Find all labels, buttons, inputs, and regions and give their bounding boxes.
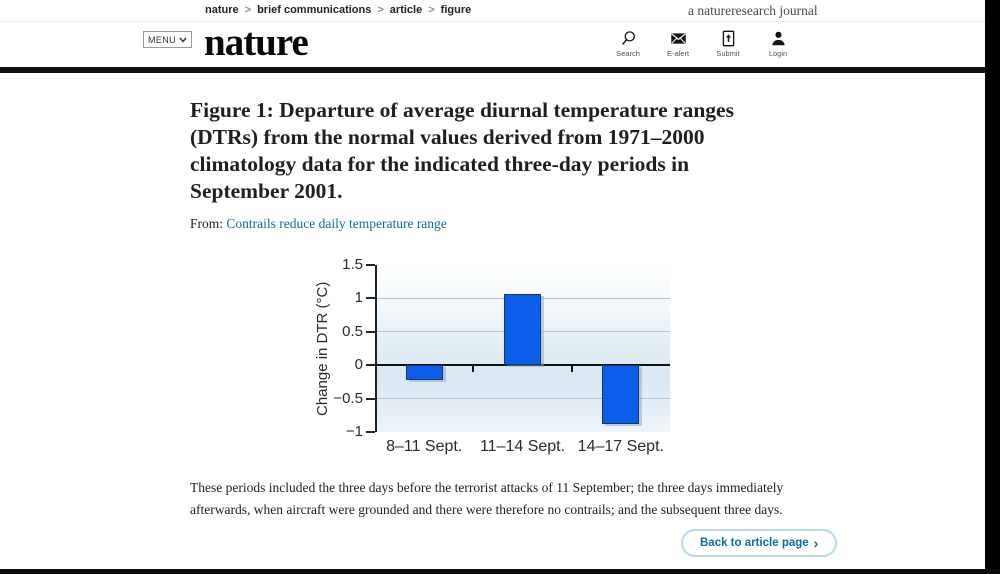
figure-title: Figure 1: Departure of average diurnal temperature ranges (DTRs) from the normal values derived from 1971–2000 climatology data for the indicated three-day periods in September 2001. <box>190 98 734 203</box>
breadcrumb-link-figure[interactable]: figure <box>440 4 472 16</box>
breadcrumb-link-nature[interactable]: nature <box>205 4 239 16</box>
right-edge-bar <box>985 0 1000 574</box>
breadcrumb-link-article[interactable]: article <box>389 4 423 16</box>
x-tick-label: 11–14 Sept. <box>479 438 566 455</box>
y-axis-tick <box>366 264 375 266</box>
chevron-right-icon: › <box>813 535 819 551</box>
menu-label: MENU <box>147 34 177 45</box>
bar <box>504 294 541 365</box>
x-axis-tick <box>571 365 573 372</box>
submit-button[interactable] <box>706 30 750 58</box>
journal-note: a natureresearch journal <box>688 3 818 18</box>
back-button-label: Back to article page <box>700 537 809 549</box>
y-tick-label: 1.5 <box>342 256 363 273</box>
search-button[interactable] <box>606 30 650 58</box>
y-axis-tick <box>366 297 375 299</box>
bar <box>406 365 443 380</box>
y-tick-label: −0.5 <box>333 389 363 407</box>
from-label: From: <box>190 216 224 231</box>
site-header <box>0 22 985 67</box>
e-alert-label: E-alert <box>666 49 690 58</box>
y-axis-line <box>375 265 377 432</box>
person-icon <box>770 30 787 47</box>
submit-document-icon <box>720 30 737 47</box>
nature-logo[interactable]: nature <box>204 21 308 64</box>
y-tick-label: 0.5 <box>342 322 363 340</box>
bar <box>602 365 639 424</box>
login-button[interactable] <box>756 30 800 58</box>
breadcrumb <box>205 4 471 16</box>
breadcrumb-separator: > <box>428 4 435 16</box>
x-tick-label: 14–17 Sept. <box>577 438 664 455</box>
from-line <box>190 216 447 232</box>
login-label: Login <box>768 49 788 58</box>
top-strip <box>0 0 985 22</box>
header-actions <box>606 30 800 58</box>
y-axis-tick <box>366 398 375 400</box>
x-axis-tick <box>472 365 474 372</box>
article-link[interactable]: Contrails reduce daily temperature range <box>226 216 447 231</box>
y-axis-tick <box>366 431 375 433</box>
y-axis-tick <box>366 331 375 333</box>
e-alert-button[interactable] <box>656 30 700 58</box>
header-divider-bar <box>0 67 1000 73</box>
back-to-article-button[interactable] <box>681 529 837 557</box>
breadcrumb-link-brief-communications[interactable]: brief communications <box>257 4 372 16</box>
breadcrumb-separator: > <box>244 4 252 16</box>
bottom-edge-bar <box>0 569 1000 574</box>
figure-caption: These periods included the three days before the terrorist attacks of 11 September; the three days immediately afterwards, when aircraft were grounded and there were therefore no contrails; and the subsequent three days. <box>190 480 784 517</box>
chevron-down-icon <box>179 37 187 43</box>
y-axis-tick <box>366 364 375 366</box>
y-tick-label: 0 <box>354 356 363 374</box>
x-tick-label: 8–11 Sept. <box>386 438 463 455</box>
search-label: Search <box>616 49 640 58</box>
plot-area <box>333 256 670 455</box>
y-axis-label: Change in DTR (°C) <box>314 281 331 416</box>
submit-label: Submit <box>716 49 740 58</box>
y-tick-label: 1 <box>354 289 363 307</box>
envelope-icon <box>670 30 687 47</box>
menu-button[interactable] <box>143 31 192 48</box>
breadcrumb-separator: > <box>377 4 384 16</box>
search-icon <box>620 30 637 47</box>
y-tick-label: −1 <box>345 423 363 440</box>
figure-chart <box>190 258 770 458</box>
